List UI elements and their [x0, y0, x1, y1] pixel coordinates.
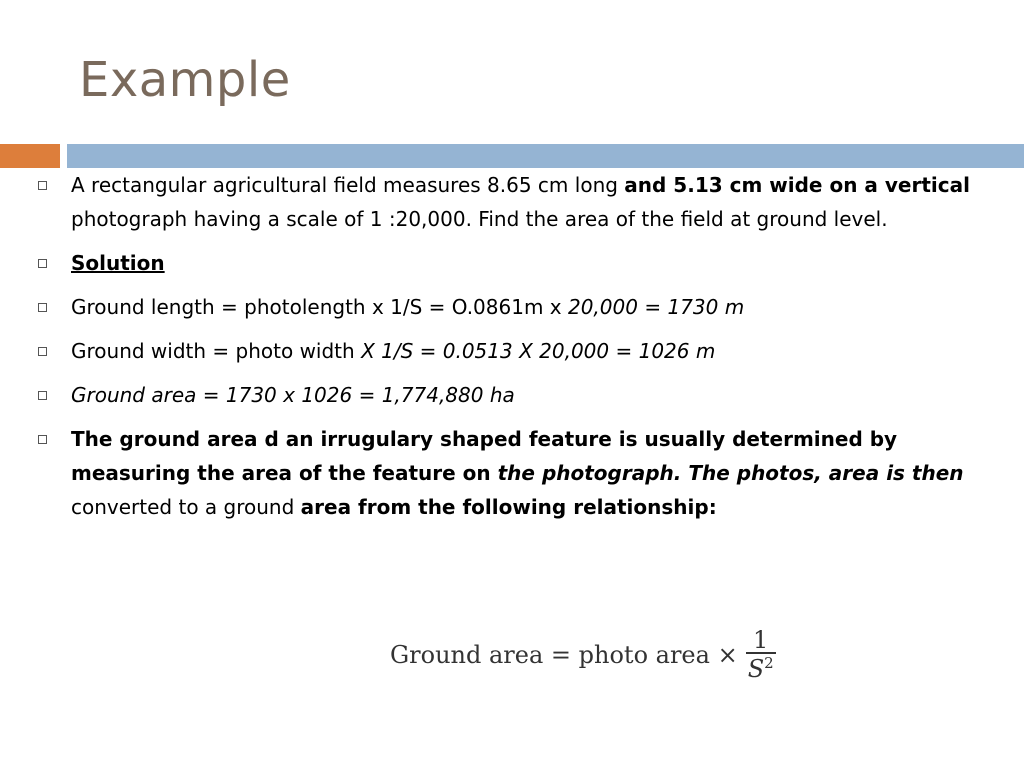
bullet-text-bold: and 5.13 cm wide on a vertical	[624, 173, 970, 197]
square-bullet-icon	[38, 303, 47, 312]
bullet-text: A rectangular agricultural field measures 8.65 cm long	[71, 173, 625, 197]
solution-heading: Solution	[71, 251, 165, 275]
bullet-text-italic: X 1/S = 0.0513 X 20,000 = 1026 m	[361, 339, 716, 363]
formula-numerator: 1	[753, 626, 769, 654]
bullet-text: photograph having a scale of 1 :20,000. Find the area of the field at ground level.	[71, 207, 888, 231]
bullet-text: Ground length = photolength x 1/S = O.0861m x	[71, 295, 568, 319]
bullet-item-ground-area	[38, 378, 988, 412]
slide-title: Example	[79, 52, 291, 108]
bullet-text-italic: Ground area = 1730 x 1026 = 1,774,880 ha	[71, 383, 515, 407]
square-bullet-icon	[38, 435, 47, 444]
ground-area-formula	[390, 628, 776, 681]
formula-denominator	[746, 652, 776, 681]
bullet-item-ground-length	[38, 290, 988, 324]
bullet-text-bold: The ground area d an irrugulary shaped feature is usually determined by measuring the area of the feature on	[71, 427, 898, 485]
bullet-item-ground-width	[38, 334, 988, 368]
formula-denominator-base: S	[747, 655, 765, 683]
bullet-text-bold-italic: the photograph. The photos, area is then	[497, 461, 964, 485]
bullet-item-relationship	[38, 422, 988, 524]
formula-fraction	[746, 628, 776, 681]
square-bullet-icon	[38, 347, 47, 356]
square-bullet-icon	[38, 181, 47, 190]
bullet-text: converted to a ground	[71, 495, 301, 519]
formula-exponent: 2	[764, 654, 774, 672]
bullet-item-problem	[38, 168, 988, 236]
accent-bar-blue	[67, 144, 1024, 168]
formula-lhs: Ground area = photo area ×	[390, 640, 738, 669]
accent-bar-orange	[0, 144, 60, 168]
square-bullet-icon	[38, 259, 47, 268]
square-bullet-icon	[38, 391, 47, 400]
bullet-item-solution	[38, 246, 988, 280]
bullet-text-bold: area from the following relationship:	[300, 495, 717, 519]
bullet-list	[38, 168, 988, 524]
bullet-text: Ground width = photo width	[71, 339, 362, 363]
bullet-text-italic: 20,000 = 1730 m	[567, 295, 745, 319]
